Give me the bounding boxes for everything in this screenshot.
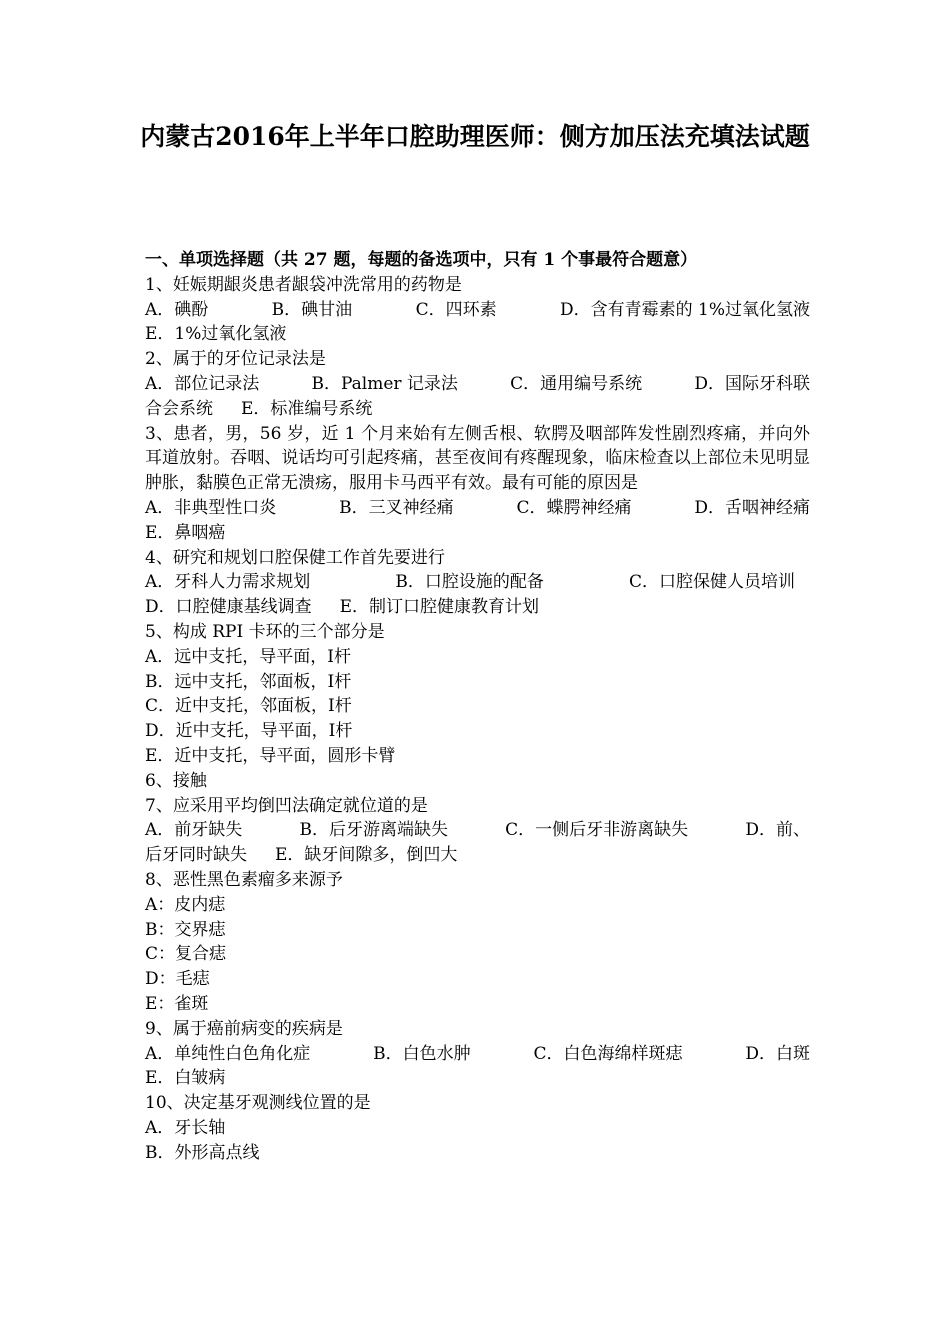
option-row [145, 595, 810, 620]
option-c: C．一侧后牙非游离缺失 [505, 820, 689, 841]
option-e: E．白皱病 [145, 1068, 226, 1089]
option-d: D．前、 [745, 820, 810, 841]
option-c: C：复合痣 [145, 944, 227, 965]
option-c: C．四环素 [415, 299, 497, 320]
question-list [145, 248, 810, 1165]
option-b: B．Palmer 记录法 [311, 373, 458, 394]
section-heading: 一、单项选择题（共 27 题，每题的备选项中，只有 1 个事最符合题意） [145, 250, 698, 270]
question-stem: 4、研究和规划口腔保健工作首先要进行 [145, 547, 445, 568]
question-stem: 9、属于癌前病变的疾病是 [145, 1018, 343, 1039]
option-d: D．含有青霉素的 1%过氧化氢液 [559, 299, 810, 320]
option-b: B．白色水肿 [373, 1043, 471, 1064]
option-row [145, 843, 810, 868]
option-d: D．近中支托，导平面，Ⅰ杆 [145, 721, 353, 742]
question-stem: 6、接触 [145, 770, 207, 791]
option-a: A．牙长轴 [145, 1117, 226, 1138]
option-b: B．三叉神经痛 [339, 497, 454, 518]
option-e: E．近中支托，导平面，圆形卡臂 [145, 745, 396, 766]
option-d: D．口腔健康基线调查 [145, 597, 312, 618]
option-c: C．近中支托，邻面板，Ⅰ杆 [145, 696, 352, 717]
option-c: C．口腔保健人员培训 [628, 572, 795, 593]
question-stem: 10、决定基牙观测线位置的是 [145, 1093, 371, 1114]
option-a: A．部位记录法 [145, 373, 260, 394]
question-stem: 2、属于的牙位记录法是 [145, 349, 326, 370]
option-row [145, 570, 795, 595]
option-a: A．非典型性口炎 [145, 497, 277, 518]
option-e: E．1%过氧化氢液 [145, 324, 287, 345]
option-a: A．远中支托，导平面，Ⅰ杆 [145, 646, 351, 667]
question-stem: 8、恶性黑色素瘤多来源予 [145, 869, 343, 890]
option-d-continued: 后牙同时缺失 [145, 845, 247, 866]
option-row [145, 818, 810, 843]
option-row [145, 496, 810, 521]
option-e: E：雀斑 [145, 993, 209, 1014]
option-b: B．外形高点线 [145, 1142, 260, 1163]
option-a: A．前牙缺失 [145, 820, 243, 841]
option-a: A．碘酚 [145, 299, 209, 320]
option-a: A．单纯性白色角化症 [145, 1043, 311, 1064]
option-c: C．蝶腭神经痛 [516, 497, 632, 518]
option-c: C．白色海绵样斑痣 [533, 1043, 683, 1064]
option-e: E．标准编号系统 [241, 398, 373, 419]
option-e: E．制订口腔健康教育计划 [339, 597, 540, 618]
option-row [145, 298, 810, 323]
option-d: D．国际牙科联 [694, 373, 810, 394]
option-row [145, 397, 810, 422]
option-a: A：皮内痣 [145, 894, 226, 915]
option-b: B．远中支托，邻面板，Ⅰ杆 [145, 671, 352, 692]
option-e: E．缺牙间隙多，倒凹大 [275, 845, 458, 866]
option-d-continued: 合会系统 [145, 398, 213, 419]
option-d: D．白斑 [745, 1043, 810, 1064]
question-stem: 3、患者，男，56 岁，近 1 个月来始有左侧舌根、软腭及咽部阵发性剧烈疼痛，并向外耳道放射。吞咽、说话均可引起疼痛，甚至夜间有疼醒现象，临床检查以上部位未见明显肿胀，黏膜色正常无溃疡，服用卡马西平有效。最有可能的原因是 [145, 423, 810, 494]
option-e: E．鼻咽癌 [145, 522, 226, 543]
option-b: B．口腔设施的配备 [395, 572, 544, 593]
option-b: B．碘甘油 [271, 299, 353, 320]
option-row [145, 1042, 810, 1067]
option-b: B．后牙游离端缺失 [299, 820, 448, 841]
option-a: A．牙科人力需求规划 [145, 572, 311, 593]
question-stem: 5、构成 RPI 卡环的三个部分是 [145, 621, 385, 642]
option-b: B：交界痣 [145, 919, 226, 940]
option-row [145, 372, 810, 397]
question-stem: 1、妊娠期龈炎患者龈袋冲洗常用的药物是 [145, 274, 462, 295]
option-d: D．舌咽神经痛 [694, 497, 810, 518]
page-title: 内蒙古2016年上半年口腔助理医师：侧方加压法充填法试题 [140, 122, 810, 151]
option-c: C．通用编号系统 [510, 373, 643, 394]
option-d: D：毛痣 [145, 969, 210, 990]
question-stem: 7、应采用平均倒凹法确定就位道的是 [145, 795, 428, 816]
